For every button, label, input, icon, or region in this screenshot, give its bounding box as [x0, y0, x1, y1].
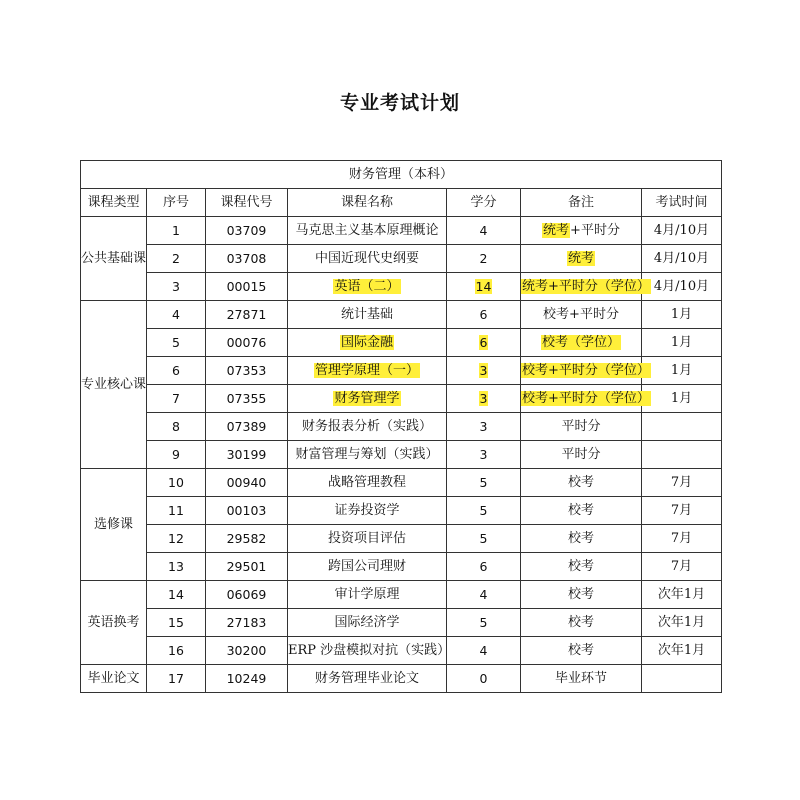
cell-no: 9	[147, 441, 206, 469]
cell-name: 财务管理毕业论文	[288, 665, 447, 693]
table-row	[81, 385, 722, 413]
cell-time: 次年1月	[642, 609, 722, 637]
cell-no: 17	[147, 665, 206, 693]
cell-note: 校考	[521, 609, 642, 637]
header-cell-name: 课程名称	[288, 189, 447, 217]
cell-credit	[447, 385, 521, 413]
cell-note	[521, 385, 650, 413]
cell-credit: 4	[447, 637, 521, 665]
cell-time: 7月	[642, 525, 722, 553]
cell-time: 7月	[642, 553, 722, 581]
cell-name: ERP 沙盘模拟对抗（实践）	[288, 637, 447, 665]
cell-name	[288, 357, 447, 385]
cell-code: 10249	[206, 665, 288, 693]
cell-note: 毕业环节	[521, 665, 642, 693]
cell-code: 07353	[206, 357, 288, 385]
table-row	[81, 329, 722, 357]
cell-credit: 5	[447, 525, 521, 553]
cell-credit	[447, 357, 521, 385]
highlighted-credit: 3	[479, 390, 488, 406]
highlighted-credit: 6	[479, 334, 488, 350]
category-cell: 英语换考	[81, 581, 147, 665]
cell-code: 00103	[206, 497, 288, 525]
cell-no: 13	[147, 553, 206, 581]
cell-no: 3	[147, 273, 206, 301]
cell-name: 马克思主义基本原理概论	[288, 217, 447, 245]
cell-name: 国际经济学	[288, 609, 447, 637]
cell-code: 29582	[206, 525, 288, 553]
cell-code: 03708	[206, 245, 288, 273]
cell-note: 校考	[521, 525, 642, 553]
table-row	[81, 357, 722, 385]
table-row	[81, 413, 722, 441]
table-row	[81, 497, 722, 525]
cell-time: 次年1月	[642, 637, 722, 665]
header-cell-no: 序号	[147, 189, 206, 217]
cell-name: 战略管理教程	[288, 469, 447, 497]
table-body	[81, 161, 722, 693]
cell-credit: 0	[447, 665, 521, 693]
cell-credit: 3	[447, 441, 521, 469]
cell-note	[521, 357, 650, 385]
cell-note: 校考	[521, 469, 642, 497]
cell-time	[642, 413, 722, 441]
cell-no: 5	[147, 329, 206, 357]
caption-row	[81, 161, 722, 189]
cell-code: 07355	[206, 385, 288, 413]
cell-time: 7月	[642, 469, 722, 497]
cell-code: 00076	[206, 329, 288, 357]
cell-name: 财富管理与筹划（实践）	[288, 441, 447, 469]
highlighted-credit: 3	[479, 362, 488, 378]
highlighted-name: 财务管理学	[334, 390, 400, 406]
header-cell-category: 课程类型	[81, 189, 147, 217]
cell-name: 财务报表分析（实践）	[288, 413, 447, 441]
cell-no: 12	[147, 525, 206, 553]
cell-code: 03709	[206, 217, 288, 245]
cell-name	[288, 273, 447, 301]
table-row	[81, 273, 722, 301]
cell-name: 证券投资学	[288, 497, 447, 525]
highlighted-note: 校考（学位）	[541, 334, 620, 350]
category-cell: 专业核心课	[81, 301, 147, 469]
cell-no: 10	[147, 469, 206, 497]
header-cell-note: 备注	[521, 189, 642, 217]
cell-time: 7月	[642, 497, 722, 525]
highlighted-name: 英语（二）	[334, 278, 400, 294]
cell-code: 27871	[206, 301, 288, 329]
cell-credit: 4	[447, 217, 521, 245]
cell-time: 1月	[642, 385, 722, 413]
cell-note: 校考	[521, 581, 642, 609]
cell-name: 跨国公司理财	[288, 553, 447, 581]
cell-time: 4月/10月	[642, 217, 722, 245]
table-row	[81, 637, 722, 665]
cell-no: 6	[147, 357, 206, 385]
table-row	[81, 469, 722, 497]
highlighted-credit: 14	[475, 278, 492, 294]
table-caption: 财务管理（本科）	[81, 161, 722, 189]
cell-no: 14	[147, 581, 206, 609]
category-cell: 公共基础课	[81, 217, 147, 301]
cell-time: 次年1月	[642, 581, 722, 609]
highlighted-note: 统考+平时分（学位）	[522, 278, 650, 294]
highlighted-name: 国际金融	[340, 334, 393, 350]
table-row	[81, 665, 722, 693]
cell-credit: 6	[447, 553, 521, 581]
category-cell: 毕业论文	[81, 665, 147, 693]
cell-name: 投资项目评估	[288, 525, 447, 553]
cell-code: 07389	[206, 413, 288, 441]
cell-credit: 2	[447, 245, 521, 273]
cell-credit: 6	[447, 301, 521, 329]
table-row	[81, 301, 722, 329]
table-row	[81, 245, 722, 273]
cell-credit	[447, 329, 521, 357]
cell-name: 中国近现代史纲要	[288, 245, 447, 273]
cell-no: 16	[147, 637, 206, 665]
cell-credit: 3	[447, 413, 521, 441]
table-row	[81, 581, 722, 609]
header-cell-credit: 学分	[447, 189, 521, 217]
cell-code: 29501	[206, 553, 288, 581]
cell-time	[642, 665, 722, 693]
cell-time	[642, 441, 722, 469]
cell-code: 00015	[206, 273, 288, 301]
table-row	[81, 217, 722, 245]
cell-time: 4月/10月	[642, 273, 722, 301]
table-row	[81, 609, 722, 637]
cell-note: 校考	[521, 637, 642, 665]
header-row	[81, 189, 722, 217]
cell-name	[288, 385, 447, 413]
cell-note: 校考	[521, 553, 642, 581]
table-row	[81, 441, 722, 469]
cell-name: 统计基础	[288, 301, 447, 329]
cell-no: 4	[147, 301, 206, 329]
cell-code: 27183	[206, 609, 288, 637]
highlighted-note: 统考	[567, 250, 594, 266]
exam-plan-table	[80, 160, 722, 693]
cell-time: 1月	[642, 357, 722, 385]
cell-no: 7	[147, 385, 206, 413]
table-row	[81, 525, 722, 553]
cell-note	[521, 273, 650, 301]
highlighted-name: 管理学原理（一）	[314, 362, 419, 378]
category-cell: 选修课	[81, 469, 147, 581]
cell-code: 30199	[206, 441, 288, 469]
highlighted-note: 校考+平时分（学位）	[522, 390, 650, 406]
cell-note: 平时分	[521, 413, 642, 441]
cell-credit	[447, 273, 521, 301]
cell-credit: 4	[447, 581, 521, 609]
cell-note: 平时分	[521, 441, 642, 469]
cell-credit: 5	[447, 469, 521, 497]
cell-no: 8	[147, 413, 206, 441]
cell-note: 校考	[521, 497, 642, 525]
cell-code: 06069	[206, 581, 288, 609]
cell-no: 2	[147, 245, 206, 273]
cell-no: 11	[147, 497, 206, 525]
cell-no: 15	[147, 609, 206, 637]
cell-note	[521, 245, 642, 273]
cell-time: 1月	[642, 301, 722, 329]
header-cell-time: 考试时间	[642, 189, 722, 217]
cell-time: 4月/10月	[642, 245, 722, 273]
cell-code: 00940	[206, 469, 288, 497]
cell-time: 1月	[642, 329, 722, 357]
cell-code: 30200	[206, 637, 288, 665]
table-row	[81, 553, 722, 581]
cell-credit: 5	[447, 497, 521, 525]
cell-name	[288, 329, 447, 357]
cell-credit: 5	[447, 609, 521, 637]
cell-note	[521, 217, 642, 245]
cell-note: 校考+平时分	[521, 301, 642, 329]
highlighted-note-part: 统考	[543, 222, 570, 238]
highlighted-note: 校考+平时分（学位）	[522, 362, 650, 378]
cell-no: 1	[147, 217, 206, 245]
page-title: 专业考试计划	[339, 92, 460, 114]
cell-note	[521, 329, 642, 357]
cell-name: 审计学原理	[288, 581, 447, 609]
header-cell-code: 课程代号	[206, 189, 288, 217]
note-rest: +平时分	[570, 222, 620, 238]
